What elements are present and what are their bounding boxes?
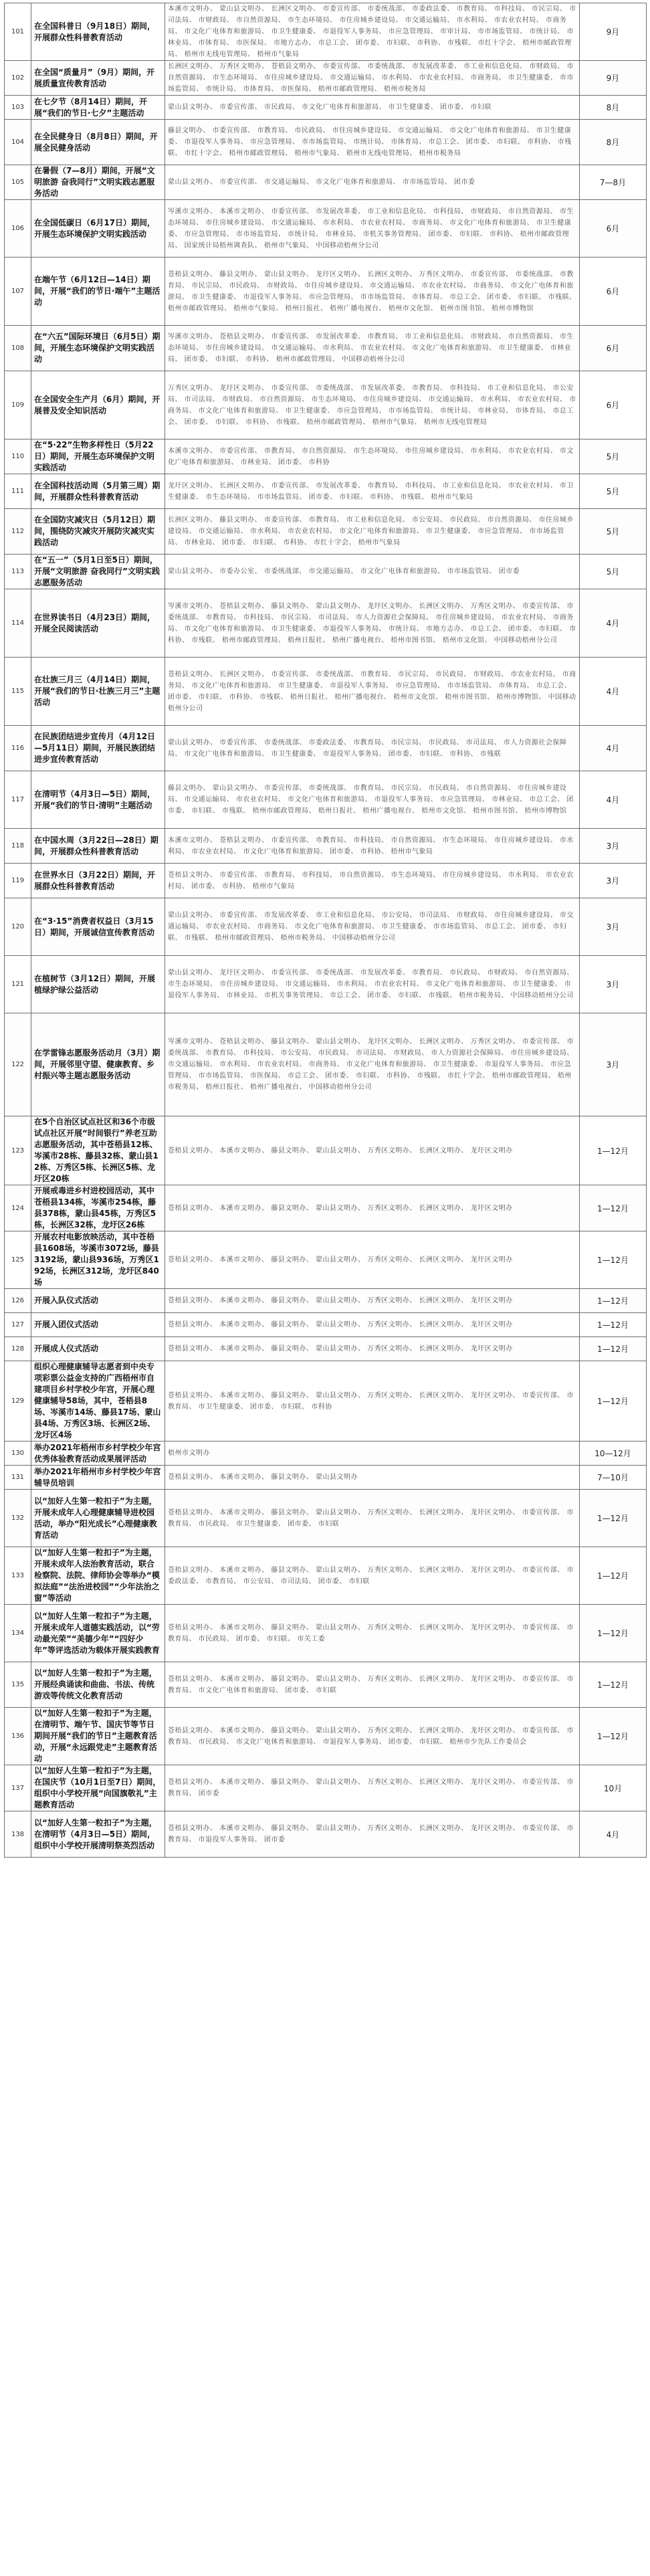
table-row <box>5 509 647 555</box>
responsible-units-cell: 长洲区文明办、 万秀区文明办、 苍梧县文明办、 市委宣传部、 市委统战部、 市发展改革委、 市工业和信息化局、 市财政局、 市自然资源局、 市生态环境局、 市住房城乡建设局、 市交通运输局、 市水利局、 市农业农村局、 市商务局、 市卫生健康委、 市市场监管局、 市统计局、 市体育局、 市医保局、 梧州市邮政管理局、 梧州市税务局 <box>165 61 580 96</box>
time-period-cell: 5月 <box>580 474 647 509</box>
row-number-cell: 137 <box>5 1765 31 1811</box>
table-row <box>5 258 647 326</box>
table-row <box>5 1289 647 1313</box>
activity-description-cell: 组织心理健康辅导志愿者到中央专项彩票公益金支持的广西梧州市自建项目乡村学校少年宫，开展心理健康辅导58场，其中，苍梧县8场、岑溪市14场、藤县17场、蒙山县4场、万秀区3场、长洲区2场、龙圩区4场 <box>31 1361 165 1442</box>
table-row <box>5 1116 647 1185</box>
row-number-cell: 127 <box>5 1313 31 1337</box>
responsible-units-cell: 苍梧县文明办、 本溪市文明办、 藤县文明办、 蒙山县文明办、 万秀区文明办、 长洲区文明办、 龙圩区文明办、 市委宣传部、 市委政法委、 市教育局、 市公安局、 市司法局、 团市委、 市妇联 <box>165 1547 580 1605</box>
activity-description-cell: 在全国安全生产月（6月）期间，开展普及安全知识活动 <box>31 371 165 439</box>
responsible-units-cell: 岑溪市文明办、 苍梧县文明办、 藤县文明办、 蒙山县文明办、 龙圩区文明办、 长洲区文明办、 万秀区文明办、 市委宣传部、 市委统战部、 市教育局、 市科技局、 市民宗局、 市司法局、 市人力资源社会保障局、 市住房城乡建设局、 市农业农村局、 市商务局、 市文化广电体育和旅游局、 市卫生健康委、 市退役军人事务局、 市统计局、 市地方志办、 市总工会、 团市委、 市妇联、 市科协、 市残联、 梧州市邮政管理局、 梧州日报社、 梧州广播电视台、 梧州市图书馆、 梧州市文化馆、 中国移动梧州分公司 <box>165 589 580 658</box>
table-row <box>5 1811 647 1858</box>
activity-description-cell: 开展农村电影放映活动，其中苍梧县1608场，岑溪市3072场，藤县3192场，蒙山县936场，万秀区192场，长洲区312场，龙圩区840场 <box>31 1231 165 1289</box>
responsible-units-cell: 苍梧县文明办、 本溪市文明办、 藤县文明办、 蒙山县文明办、 万秀区文明办、 长洲区文明办、 龙圩区文明办、 市委宣传部、 市教育局、 市卫生健康委、 团市委、 市妇联、 市科协 <box>165 1361 580 1442</box>
activity-description-cell: 在中国水周（3月22日—28日）期间，开展群众性科普教育活动 <box>31 829 165 864</box>
table-row <box>5 555 647 589</box>
time-period-cell: 1—12月 <box>580 1116 647 1185</box>
row-number-cell: 133 <box>5 1547 31 1605</box>
table-row <box>5 1361 647 1442</box>
table-body <box>5 3 647 1858</box>
row-number-cell: 134 <box>5 1605 31 1662</box>
table-row <box>5 726 647 771</box>
activity-description-cell: 在世界读书日（4月23日）期间，开展全民阅读活动 <box>31 589 165 658</box>
row-number-cell: 106 <box>5 200 31 258</box>
table-row <box>5 165 647 200</box>
row-number-cell: 123 <box>5 1116 31 1185</box>
activity-description-cell: 在植树节（3月12日）期间，开展植绿护绿公益活动 <box>31 956 165 1013</box>
responsible-units-cell: 苍梧县文明办、 藤县文明办、 蒙山县文明办、 龙圩区文明办、 长洲区文明办、 万秀区文明办、 市委宣传部、 市委统战部、 市教育局、 市民宗局、 市民政局、 市财政局、 市住房城乡建设局、 市交通运输局、 市农业农村局、 市商务局、 市文化广电体育和旅游局、 市卫生健康委、 市退役军人事务局、 市应急管理局、 市市场监管局、 市体育局、 市总工会、 团市委、 市妇联、 市残联、 梧州市邮政管理局、 梧州市气象局、 梧州日报社、 梧州广播电视台、 梧州市文化馆、 梧州市图书馆、 梧州市博物馆 <box>165 258 580 326</box>
table-row <box>5 1605 647 1662</box>
time-period-cell: 3月 <box>580 1013 647 1116</box>
time-period-cell: 6月 <box>580 200 647 258</box>
time-period-cell: 1—12月 <box>580 1289 647 1313</box>
time-period-cell: 1—12月 <box>580 1185 647 1231</box>
row-number-cell: 114 <box>5 589 31 658</box>
responsible-units-cell: 万秀区文明办、 龙圩区文明办、 市委宣传部、 市委统战部、 市发展改革委、 市教育局、 市科技局、 市工业和信息化局、 市公安局、 市司法局、 市财政局、 市自然资源局、 市生态环境局、 市住房城乡建设局、 市交通运输局、 市水利局、 市农业农村局、 市商务局、 市文化广电体育和旅游局、 市卫生健康委、 市应急管理局、 市市场监管局、 市统计局、 市林业局、 市体育局、 市总工会、 团市委、 市妇联、 市科协、 市残联、 梧州市邮政管理局、 梧州市气象局、 梧州市无线电管理局 <box>165 371 580 439</box>
responsible-units-cell: 岑溪市文明办、 本溪市文明办、 市委宣传部、 市发展改革委、 市工业和信息化局、 市科技局、 市财政局、 市自然资源局、 市生态环境局、 市住房城乡建设局、 市交通运输局、 市水利局、 市农业农村局、 市商务局、 市文化广电体育和旅游局、 市卫生健康委、 市应急管理局、 市市场监管局、 市统计局、 市林业局、 市机关事务管理局、 团市委、 市妇联、 市科协、 梧州市邮政管理局、 国家统计局梧州调查队、 梧州市气象局、 中国移动梧州分公司 <box>165 200 580 258</box>
table-row <box>5 3 647 61</box>
time-period-cell: 4月 <box>580 1811 647 1858</box>
activity-description-cell: 在全国防灾减灾日（5月12日）期间，围绕防灾减灾开展防灾减灾实践活动 <box>31 509 165 555</box>
time-period-cell: 3月 <box>580 898 647 956</box>
activity-description-cell: 在七夕节（8月14日）期间，开展“我们的节日·七夕”主题活动 <box>31 96 165 120</box>
row-number-cell: 119 <box>5 864 31 898</box>
table-row <box>5 1708 647 1765</box>
activity-description-cell: 在“3·15”消费者权益日（3月15日）期间，开展诚信宣传教育活动 <box>31 898 165 956</box>
table-row <box>5 96 647 120</box>
time-period-cell: 3月 <box>580 956 647 1013</box>
table-row <box>5 1662 647 1708</box>
responsible-units-cell: 藤县文明办、 市委宣传部、 市教育局、 市民政局、 市住房城乡建设局、 市交通运输局、 市文化广电体育和旅游局、 市卫生健康委、 市退役军人事务局、 市应急管理局、 市市场监管局、 市统计局、 市体育局、 市总工会、 团市委、 市妇联、 市科协、 市残联、 市红十字会、 梧州市邮政管理局、 梧州市气象局、 梧州市无线电管理局、 梧州市税务局 <box>165 120 580 165</box>
row-number-cell: 128 <box>5 1337 31 1361</box>
time-period-cell: 6月 <box>580 326 647 371</box>
row-number-cell: 112 <box>5 509 31 555</box>
table-row <box>5 474 647 509</box>
row-number-cell: 101 <box>5 3 31 61</box>
responsible-units-cell: 苍梧县文明办、 本溪市文明办、 藤县文明办、 蒙山县文明办、 万秀区文明办、 长洲区文明办、 龙圩区文明办 <box>165 1231 580 1289</box>
row-number-cell: 105 <box>5 165 31 200</box>
activity-description-cell: 在5个自治区试点社区和36个市级试点社区开展“时间银行”养老互助志愿服务活动，其中苍梧县12栋、岑溪市28栋、藤县32栋、蒙山县12栋、万秀区5栋、长洲区5栋、龙圩区20栋 <box>31 1116 165 1185</box>
activity-description-cell: 举办2021年梧州市乡村学校少年宫优秀体验教育活动成果展评活动 <box>31 1442 165 1466</box>
activity-description-cell: 在端午节（6月12日—14日）期间，开展“我们的节日·端午”主题活动 <box>31 258 165 326</box>
table-row <box>5 829 647 864</box>
responsible-units-cell: 岑溪市文明办、 苍梧县文明办、 市委宣传部、 市发展改革委、 市教育局、 市工业和信息化局、 市财政局、 市自然资源局、 市生态环境局、 市住房城乡建设局、 市交通运输局、 市水利局、 市农业农村局、 市文化广电体育和旅游局、 市卫生健康委、 市林业局、 团市委、 市妇联、 市科协、 梧州市邮政管理局、 中国移动梧州分公司 <box>165 326 580 371</box>
time-period-cell: 1—12月 <box>580 1313 647 1337</box>
row-number-cell: 113 <box>5 555 31 589</box>
responsible-units-cell: 苍梧县文明办、 本溪市文明办、 藤县文明办、 蒙山县文明办、 万秀区文明办、 长洲区文明办、 龙圩区文明办 <box>165 1289 580 1313</box>
time-period-cell: 5月 <box>580 555 647 589</box>
activity-description-cell: 在全国科技活动周（5月第三周）期间，开展群众性科普教育活动 <box>31 474 165 509</box>
responsible-units-cell: 藤县文明办、 蒙山县文明办、 市委宣传部、 市委统战部、 市教育局、 市民宗局、 市民政局、 市自然资源局、 市住房城乡建设局、 市交通运输局、 市农业农村局、 市文化广电体育和旅游局、 市退役军人事务局、 市应急管理局、 市林业局、 市总工会、 团市委、 市妇联、 市残联、 梧州市邮政管理局、 梧州日报社、 梧州广播电视台、 梧州市文化馆、 梧州市图书馆、 梧州市博物馆 <box>165 771 580 829</box>
activity-description-cell: 开展入队仪式活动 <box>31 1289 165 1313</box>
activity-schedule-table <box>4 3 647 1858</box>
activity-description-cell: 以“加好人生第一粒扣子”为主题，开展未成年人道德实践活动，以“劳动最光荣”“美德少年”“四好少年”等评选活动为载体开展实践教育 <box>31 1605 165 1662</box>
activity-description-cell: 以“加好人生第一粒扣子”为主题，开展未成年人法治教育活动，联合检察院、法院、律师协会等举办“模拟法庭”“法治进校园”“少年法治之窗”等活动 <box>31 1547 165 1605</box>
activity-description-cell: 以“加好人生第一粒扣子”为主题，开展未成年人心理健康辅导进校园活动，举办“阳光成长”心理健康教育活动 <box>31 1490 165 1547</box>
activity-description-cell: 在世界水日（3月22日）期间，开展群众性科普教育活动 <box>31 864 165 898</box>
time-period-cell: 4月 <box>580 658 647 726</box>
activity-description-cell: 在全国低碳日（6月17日）期间，开展生态环境保护文明实践活动 <box>31 200 165 258</box>
time-period-cell: 5月 <box>580 509 647 555</box>
time-period-cell: 1—12月 <box>580 1361 647 1442</box>
row-number-cell: 136 <box>5 1708 31 1765</box>
activity-description-cell: 在全国“质量月”（9月）期间，开展质量宣传教育活动 <box>31 61 165 96</box>
activity-description-cell: 在全国科普日（9月18日）期间，开展群众性科普教育活动 <box>31 3 165 61</box>
row-number-cell: 103 <box>5 96 31 120</box>
activity-description-cell: 以“加好人生第一粒扣子”为主题，开展经典诵读和曲曲、书法、传统游戏等传统文化教育活动 <box>31 1662 165 1708</box>
responsible-units-cell: 蒙山县文明办、 市委宣传部、 市发展改革委、 市工业和信息化局、 市公安局、 市司法局、 市财政局、 市住房城乡建设局、 市交通运输局、 市农业农村局、 市商务局、 市文化广电体育和旅游局、 市卫生健康委、 市市场监管局、 市总工会、 团市委、 市妇联、 市残联、 梧州市邮政管理局、 梧州市税务局、 中国移动梧州分公司 <box>165 898 580 956</box>
row-number-cell: 129 <box>5 1361 31 1442</box>
time-period-cell: 6月 <box>580 258 647 326</box>
row-number-cell: 110 <box>5 439 31 474</box>
time-period-cell: 3月 <box>580 829 647 864</box>
time-period-cell: 4月 <box>580 589 647 658</box>
time-period-cell: 1—12月 <box>580 1605 647 1662</box>
time-period-cell: 5月 <box>580 439 647 474</box>
row-number-cell: 135 <box>5 1662 31 1708</box>
time-period-cell: 8月 <box>580 96 647 120</box>
row-number-cell: 125 <box>5 1231 31 1289</box>
time-period-cell: 3月 <box>580 864 647 898</box>
time-period-cell: 7—8月 <box>580 165 647 200</box>
activity-schedule-sheet <box>4 3 646 1858</box>
activity-description-cell: 开展入团仪式活动 <box>31 1313 165 1337</box>
row-number-cell: 118 <box>5 829 31 864</box>
responsible-units-cell: 苍梧县文明办、 本溪市文明办、 藤县文明办、 蒙山县文明办、 万秀区文明办、 长洲区文明办、 龙圩区文明办 <box>165 1185 580 1231</box>
activity-description-cell: 在暑假（7—8月）期间，开展“文明旅游 奋我同行”文明实践志愿服务活动 <box>31 165 165 200</box>
row-number-cell: 130 <box>5 1442 31 1466</box>
responsible-units-cell: 苍梧县文明办、 本溪市文明办、 藤县文明办、 蒙山县文明办、 万秀区文明办、 长洲区文明办、 龙圩区文明办、 市委宣传部、 市教育局、 市文化广电体育和旅游局、 团市委、 市妇联 <box>165 1662 580 1708</box>
table-row <box>5 956 647 1013</box>
table-row <box>5 1013 647 1116</box>
activity-description-cell: 在壮族三月三（4月14日）期间，开展“我们的节日·壮族三月三”主题活动 <box>31 658 165 726</box>
responsible-units-cell: 苍梧县文明办、 本溪市文明办、 藤县文明办、 蒙山县文明办、 万秀区文明办、 长洲区文明办、 龙圩区文明办、 市委宣传部、 市教育局、 市民政局、 团市委、 市妇联、 市关工委 <box>165 1605 580 1662</box>
table-row <box>5 1185 647 1231</box>
table-row <box>5 1231 647 1289</box>
row-number-cell: 126 <box>5 1289 31 1313</box>
responsible-units-cell: 蒙山县文明办、 龙圩区文明办、 市委宣传部、 市委统战部、 市发展改革委、 市教育局、 市民政局、 市财政局、 市自然资源局、 市生态环境局、 市住房城乡建设局、 市交通运输局、 市水利局、 市农业农村局、 市文化广电体育和旅游局、 市卫生健康委、 市退役军人事务局、 市林业局、 市机关事务管理局、 市总工会、 团市委、 市妇联、 市残联、 梧州市税务局、 中国移动梧州分公司 <box>165 956 580 1013</box>
activity-description-cell: 在民族团结进步宣传月（4月12日—5月11日）期间，开展民族团结进步宣传教育活动 <box>31 726 165 771</box>
responsible-units-cell: 本溪市文明办、 市委宣传部、 市教育局、 市自然资源局、 市生态环境局、 市住房城乡建设局、 市水利局、 市农业农村局、 市文化广电体育和旅游局、 市林业局、 团市委、 市科协 <box>165 439 580 474</box>
table-row <box>5 589 647 658</box>
responsible-units-cell: 苍梧县文明办、 本溪市文明办、 藤县文明办、 蒙山县文明办、 万秀区文明办、 长洲区文明办、 龙圩区文明办 <box>165 1116 580 1185</box>
activity-description-cell: 以“加好人生第一粒扣子”为主题，在清明节、端午节、国庆节等节日期间开展“我们的节日”主题教育活动，开展“永远跟党走”主题教育活动 <box>31 1708 165 1765</box>
responsible-units-cell: 苍梧县文明办、 本溪市文明办、 藤县文明办、 蒙山县文明办、 万秀区文明办、 长洲区文明办、 龙圩区文明办、 市委宣传部、 市教育局、 市民政局、 市文化广电体育和旅游局、 市退役军人事务局、 团市委、 市妇联、 梧州市少先队工作委员会 <box>165 1708 580 1765</box>
activity-description-cell: 在清明节（4月3日—5日）期间，开展“我们的节日·清明”主题活动 <box>31 771 165 829</box>
responsible-units-cell: 苍梧县文明办、 本溪市文明办、 藤县文明办、 蒙山县文明办、 万秀区文明办、 长洲区文明办、 龙圩区文明办、 市委宣传部、 市教育局、 市退役军人事务局、 团市委 <box>165 1811 580 1858</box>
table-row <box>5 120 647 165</box>
row-number-cell: 109 <box>5 371 31 439</box>
activity-description-cell: 在全民健身日（8月8日）期间，开展全民健身活动 <box>31 120 165 165</box>
time-period-cell: 1—12月 <box>580 1708 647 1765</box>
responsible-units-cell: 长洲区文明办、 藤县文明办、 市委宣传部、 市教育局、 市工业和信息化局、 市公安局、 市民政局、 市自然资源局、 市住房城乡建设局、 市交通运输局、 市水利局、 市农业农村局、 市文化广电体育和旅游局、 市卫生健康委、 市应急管理局、 市市场监管局、 市林业局、 团市委、 市妇联、 市科协、 市红十字会、 梧州市气象局 <box>165 509 580 555</box>
time-period-cell: 4月 <box>580 771 647 829</box>
time-period-cell: 9月 <box>580 3 647 61</box>
time-period-cell: 1—12月 <box>580 1231 647 1289</box>
time-period-cell: 1—12月 <box>580 1337 647 1361</box>
activity-description-cell: 以“加好人生第一粒扣子”为主题，在清明节（4月3日—5日）期间，组织中小学校开展清明祭英烈活动 <box>31 1811 165 1858</box>
table-row <box>5 371 647 439</box>
responsible-units-cell: 苍梧县文明办、 市委宣传部、 市教育局、 市科技局、 市自然资源局、 市生态环境局、 市住房城乡建设局、 市水利局、 市农业农村局、 团市委、 市科协、 梧州市气象局 <box>165 864 580 898</box>
row-number-cell: 107 <box>5 258 31 326</box>
table-row <box>5 1313 647 1337</box>
row-number-cell: 124 <box>5 1185 31 1231</box>
activity-description-cell: 以“加好人生第一粒扣子”为主题，在国庆节（10月1日至7日）期间，组织中小学校开展“向国旗敬礼”主题教育活动 <box>31 1765 165 1811</box>
time-period-cell: 9月 <box>580 61 647 96</box>
table-row <box>5 61 647 96</box>
table-row <box>5 439 647 474</box>
responsible-units-cell: 蒙山县文明办、 市委办公室、 市委统战部、 市交通运输局、 市文化广电体育和旅游局、 市市场监管局、 团市委 <box>165 555 580 589</box>
responsible-units-cell: 苍梧县文明办、 长洲区文明办、 市委宣传部、 市委统战部、 市教育局、 市民宗局、 市民政局、 市财政局、 市农业农村局、 市商务局、 市文化广电体育和旅游局、 市卫生健康委、 市退役军人事务局、 市应急管理局、 市市场监管局、 市体育局、 市总工会、 团市委、 市妇联、 市科协、 市残联、 梧州日报社、 梧州广播电视台、 梧州市文化馆、 梧州市图书馆、 梧州市博物馆、 中国移动梧州分公司 <box>165 658 580 726</box>
table-row <box>5 1765 647 1811</box>
responsible-units-cell: 蒙山县文明办、 市委宣传部、 市民政局、 市文化广电体育和旅游局、 市卫生健康委、 团市委、 市妇联 <box>165 96 580 120</box>
time-period-cell: 8月 <box>580 120 647 165</box>
row-number-cell: 122 <box>5 1013 31 1116</box>
row-number-cell: 120 <box>5 898 31 956</box>
table-row <box>5 1547 647 1605</box>
responsible-units-cell: 本溪市文明办、 蒙山县文明办、 长洲区文明办、 市委宣传部、 市委统战部、 市委政法委、 市教育局、 市科技局、 市民宗局、 市司法局、 市财政局、 市自然资源局、 市生态环境局、 市住房城乡建设局、 市交通运输局、 市水利局、 市农业农村局、 市商务局、 市文化广电体育和旅游局、 市卫生健康委、 市退役军人事务局、 市应急管理局、 市审计局、 市市场监管局、 市统计局、 市林业局、 市体育局、 市医保局、 市地方志办、 市总工会、 团市委、 市妇联、 市科协、 市残联、 市红十字会、 梧州市邮政管理局、 梧州市无线电管理局、 梧州市气象局 <box>165 3 580 61</box>
time-period-cell: 6月 <box>580 371 647 439</box>
responsible-units-cell: 本溪市文明办、 苍梧县文明办、 市委宣传部、 市教育局、 市科技局、 市自然资源局、 市生态环境局、 市住房城乡建设局、 市水利局、 市农业农村局、 市文化广电体育和旅游局、 团市委、 市科协、 梧州市气象局 <box>165 829 580 864</box>
time-period-cell: 1—12月 <box>580 1662 647 1708</box>
row-number-cell: 132 <box>5 1490 31 1547</box>
activity-description-cell: 在“五一”（5月1日至5日）期间，开展“文明旅游 奋我同行”文明实践志愿服务活动 <box>31 555 165 589</box>
time-period-cell: 1—12月 <box>580 1547 647 1605</box>
table-row <box>5 898 647 956</box>
responsible-units-cell: 蒙山县文明办、 市委宣传部、 市交通运输局、 市文化广电体育和旅游局、 市市场监管局、 团市委 <box>165 165 580 200</box>
time-period-cell: 4月 <box>580 726 647 771</box>
table-row <box>5 1466 647 1490</box>
responsible-units-cell: 苍梧县文明办、 本溪市文明办、 藤县文明办、 蒙山县文明办 <box>165 1466 580 1490</box>
table-row <box>5 771 647 829</box>
row-number-cell: 115 <box>5 658 31 726</box>
responsible-units-cell: 苍梧县文明办、 本溪市文明办、 藤县文明办、 蒙山县文明办、 万秀区文明办、 长洲区文明办、 龙圩区文明办、 市委宣传部、 市教育局、 市民政局、 市卫生健康委、 团市委、 市妇联 <box>165 1490 580 1547</box>
time-period-cell: 1—12月 <box>580 1490 647 1547</box>
table-row <box>5 1337 647 1361</box>
responsible-units-cell: 龙圩区文明办、 长洲区文明办、 市委宣传部、 市发展改革委、 市教育局、 市科技局、 市工业和信息化局、 市农业农村局、 市卫生健康委、 市生态环境局、 市市场监管局、 团市委、 市妇联、 市科协、 市残联、 梧州市气象局 <box>165 474 580 509</box>
row-number-cell: 108 <box>5 326 31 371</box>
activity-description-cell: 举办2021年梧州市乡村学校少年宫辅导员培训 <box>31 1466 165 1490</box>
row-number-cell: 121 <box>5 956 31 1013</box>
time-period-cell: 10月 <box>580 1765 647 1811</box>
table-row <box>5 326 647 371</box>
activity-description-cell: 在“六五”国际环境日（6月5日）期间，开展生态环境保护文明实践活动 <box>31 326 165 371</box>
activity-description-cell: 在“5·22”生物多样性日（5月22日）期间，开展生态环境保护文明实践活动 <box>31 439 165 474</box>
activity-description-cell: 在学雷锋志愿服务活动月（3月）期间，开展邻里守望、健康教育、乡村振兴等主题志愿服务活动 <box>31 1013 165 1116</box>
row-number-cell: 104 <box>5 120 31 165</box>
table-row <box>5 1442 647 1466</box>
responsible-units-cell: 岑溪市文明办、 苍梧县文明办、 藤县文明办、 蒙山县文明办、 龙圩区文明办、 长洲区文明办、 万秀区文明办、 市委宣传部、 市委统战部、 市教育局、 市科技局、 市公安局、 市民政局、 市司法局、 市财政局、 市人力资源社会保障局、 市住房城乡建设局、 市交通运输局、 市水利局、 市农业农村局、 市商务局、 市文化广电体育和旅游局、 市卫生健康委、 市退役军人事务局、 市应急管理局、 市市场监管局、 市医保局、 市总工会、 团市委、 市妇联、 市科协、 市残联、 市红十字会、 梧州市邮政管理局、 梧州市税务局、 梧州日报社、 梧州广播电视台、 中国移动梧州分公司 <box>165 1013 580 1116</box>
responsible-units-cell: 梧州市文明办 <box>165 1442 580 1466</box>
row-number-cell: 102 <box>5 61 31 96</box>
responsible-units-cell: 苍梧县文明办、 本溪市文明办、 藤县文明办、 蒙山县文明办、 万秀区文明办、 长洲区文明办、 龙圩区文明办 <box>165 1313 580 1337</box>
table-row <box>5 200 647 258</box>
responsible-units-cell: 蒙山县文明办、 市委宣传部、 市委统战部、 市委政法委、 市教育局、 市民宗局、 市民政局、 市司法局、 市人力资源社会保障局、 市文化广电体育和旅游局、 市卫生健康委、 市退役军人事务局、 团市委、 市妇联、 市科协、 市残联 <box>165 726 580 771</box>
responsible-units-cell: 苍梧县文明办、 本溪市文明办、 藤县文明办、 蒙山县文明办、 万秀区文明办、 长洲区文明办、 龙圩区文明办、 市委宣传部、 市教育局、 团市委 <box>165 1765 580 1811</box>
row-number-cell: 117 <box>5 771 31 829</box>
row-number-cell: 131 <box>5 1466 31 1490</box>
responsible-units-cell: 苍梧县文明办、 本溪市文明办、 藤县文明办、 蒙山县文明办、 万秀区文明办、 长洲区文明办、 龙圩区文明办 <box>165 1337 580 1361</box>
table-row <box>5 1490 647 1547</box>
activity-description-cell: 开展成人仪式活动 <box>31 1337 165 1361</box>
activity-description-cell: 开展戒毒进乡村进校园活动，其中苍梧县134栋，岑溪市254栋，藤县378栋，蒙山县45栋，万秀区5栋，长洲区32栋，龙圩区26栋 <box>31 1185 165 1231</box>
row-number-cell: 111 <box>5 474 31 509</box>
time-period-cell: 10—12月 <box>580 1442 647 1466</box>
row-number-cell: 116 <box>5 726 31 771</box>
row-number-cell: 138 <box>5 1811 31 1858</box>
table-row <box>5 658 647 726</box>
time-period-cell: 7—10月 <box>580 1466 647 1490</box>
table-row <box>5 864 647 898</box>
